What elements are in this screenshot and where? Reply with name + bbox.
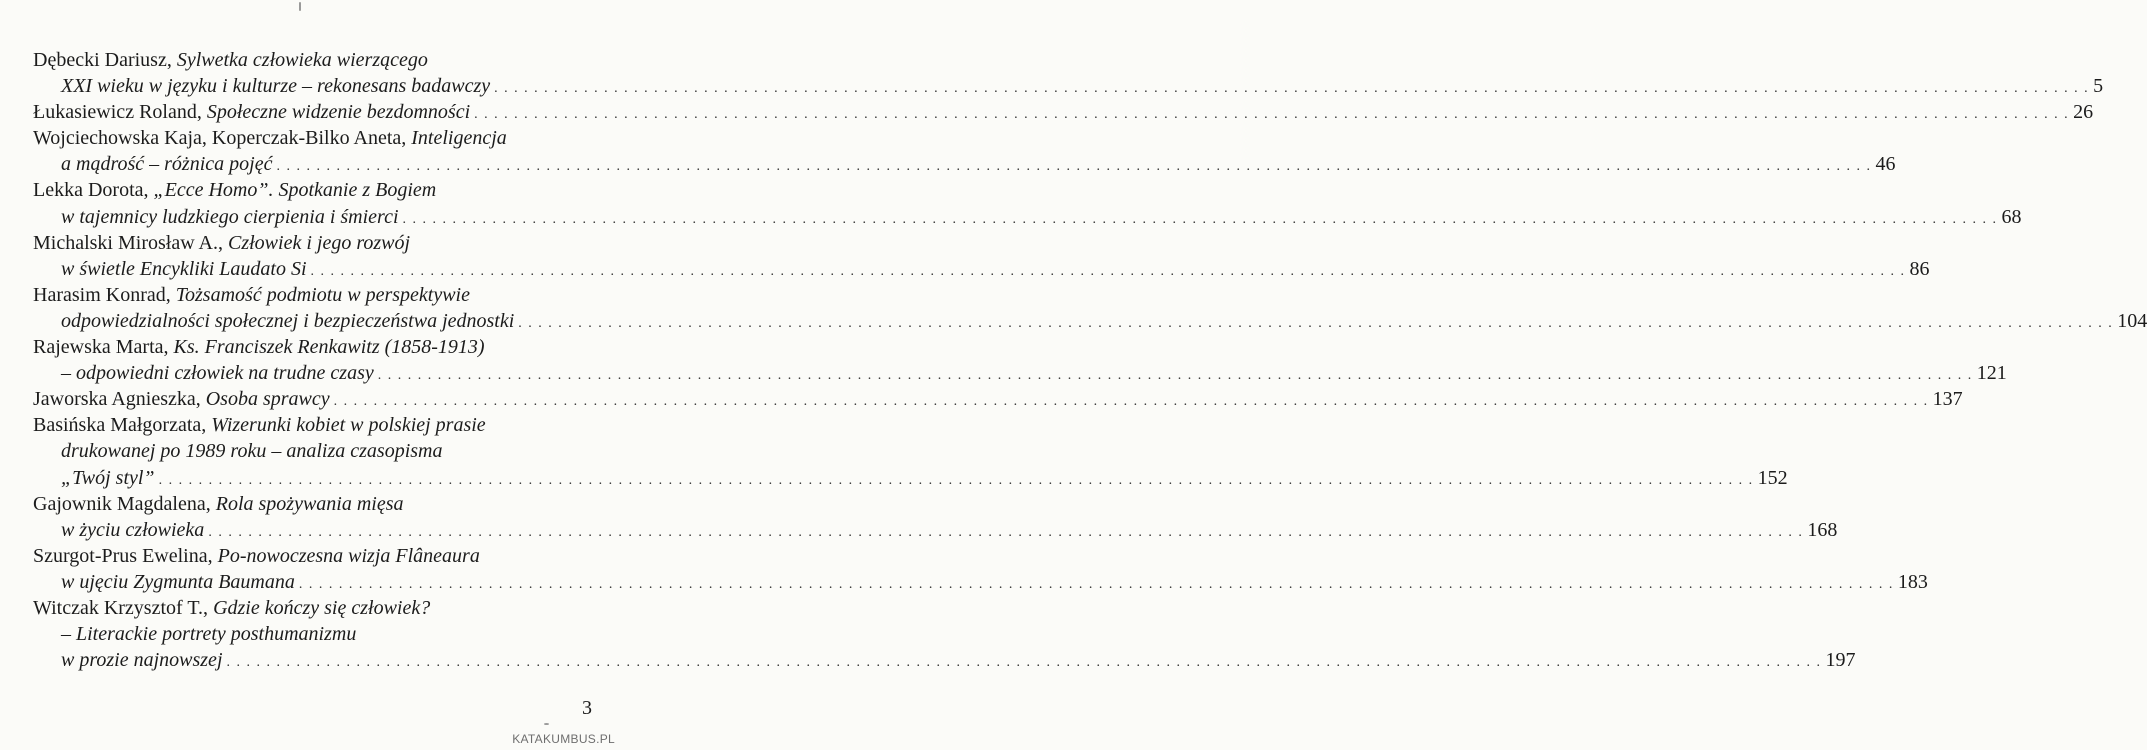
dot-leader: . . . . . . . . . . . . . . . . . . . . . . . . . . . . . . . . . . . . . . . . . . . . . . . . . . . . . . . . . . . . . . . . . . . . . . . . . . . . . . . . . . . . . . . . . . . . . . . . . . . . . . . . . . . . . . . . . . . . . . . . . . . . . . . . . . . . . . . . . . . . . . . . . . . . . . . . . . . . . . . . xyxy=(298,576,1894,592)
toc-title: Człowiek i jego rozwój xyxy=(228,231,411,254)
toc-line xyxy=(33,151,1896,177)
toc-line xyxy=(33,517,1838,543)
watermark: KATAKUMBUS.PL xyxy=(512,732,615,746)
dot-leader: . . . . . . . . . . . . . . . . . . . . . . . . . . . . . . . . . . . . . . . . . . . . . . . . . . . . . . . . . . . . . . . . . . . . . . . . . . . . . . . . . . . . . . . . . . . . . . . . . . . . . . . . . . . . . . . . . . . . . . . . . . . . . . . . . . . . . . . . . . . . . . . . . . . . . . . . . . . . . . . . xyxy=(276,159,1872,175)
toc-line xyxy=(33,491,590,517)
toc-title: Sylwetka człowieka wierzącego xyxy=(176,49,428,71)
toc-line xyxy=(33,621,590,647)
dot-leader: . . . . . . . . . . . . . . . . . . . . . . . . . . . . . . . . . . . . . . . . . . . . . . . . . . . . . . . . . . . . . . . . . . . . . . . . . . . . . . . . . . . . . . . . . . . . . . . . . . . . . . . . . . . . . . . . . . . . . . . . . . . . . . . . . . . . . . . . . . . . . . . . . . . . . . . . . . . . . . . . xyxy=(333,394,1929,410)
toc-line xyxy=(33,569,1928,595)
toc-title: w życiu człowieka xyxy=(61,518,205,541)
toc-line xyxy=(33,334,590,360)
toc-author: Witczak Krzysztof T., xyxy=(33,596,214,619)
toc-title: odpowiedzialności społecznej i bezpieczeństwa jednostki xyxy=(61,309,515,332)
toc-author: Szurgot-Prus Ewelina, xyxy=(33,544,218,567)
toc-title: Ks. Franciszek Renkawitz (1858-1913) xyxy=(173,336,485,359)
toc-line xyxy=(33,99,2094,125)
toc-line xyxy=(33,47,590,73)
toc-line xyxy=(33,256,1930,282)
toc-line xyxy=(33,282,590,308)
toc-line xyxy=(33,177,590,203)
toc-author: Gajownik Magdalena, xyxy=(33,492,216,515)
toc-title: a mądrość – różnica pojęć xyxy=(61,153,273,176)
toc-entry xyxy=(33,334,2007,386)
toc-title: w ujęciu Zygmunta Baumana xyxy=(61,570,295,593)
toc-entry xyxy=(33,543,1928,595)
toc-page-number: 5 xyxy=(2093,75,2104,98)
toc-line xyxy=(33,204,2022,230)
toc-title: Rola spożywania mięsa xyxy=(215,492,404,515)
toc-author: Wojciechowska Kaja, Koperczak-Bilko Aneta, xyxy=(33,127,412,150)
toc-title: w świetle Encykliki Laudato Si xyxy=(61,257,307,280)
dot-leader: . . . . . . . . . . . . . . . . . . . . . . . . . . . . . . . . . . . . . . . . . . . . . . . . . . . . . . . . . . . . . . . . . . . . . . . . . . . . . . . . . . . . . . . . . . . . . . . . . . . . . . . . . . . . . . . . . . . . . . . . . . . . . . . . . . . . . . . . . . . . . . . . . . . . . . . . . . . . . . . . xyxy=(474,107,2070,123)
toc-entry xyxy=(33,177,2022,229)
toc-page-number: 68 xyxy=(2001,205,2022,228)
toc-entry xyxy=(33,282,2147,334)
toc-title: XXI wieku w języku i kulturze – rekonesans badawczy xyxy=(61,75,491,98)
table-of-contents xyxy=(33,47,2147,673)
toc-line xyxy=(33,647,1856,673)
paper-speck xyxy=(544,723,549,725)
toc-line xyxy=(33,595,590,621)
dot-leader: . . . . . . . . . . . . . . . . . . . . . . . . . . . . . . . . . . . . . . . . . . . . . . . . . . . . . . . . . . . . . . . . . . . . . . . . . . . . . . . . . . . . . . . . . . . . . . . . . . . . . . . . . . . . . . . . . . . . . . . . . . . . . . . . . . . . . . . . . . . . . . . . . . . . . . . . . . . . . . . . xyxy=(310,263,1906,279)
toc-line xyxy=(33,465,1788,491)
toc-page-number: 26 xyxy=(2073,101,2094,124)
toc-title: w tajemnicy ludzkiego cierpienia i śmierci xyxy=(61,205,399,228)
toc-line xyxy=(33,360,2007,386)
dot-leader: . . . . . . . . . . . . . . . . . . . . . . . . . . . . . . . . . . . . . . . . . . . . . . . . . . . . . . . . . . . . . . . . . . . . . . . . . . . . . . . . . . . . . . . . . . . . . . . . . . . . . . . . . . . . . . . . . . . . . . . . . . . . . . . . . . . . . . . . . . . . . . . . . . . . . . . . . . . . . . . . xyxy=(226,655,1822,671)
toc-title: – odpowiedni człowiek na trudne czasy xyxy=(61,362,374,385)
toc-line xyxy=(33,308,2147,334)
dot-leader: . . . . . . . . . . . . . . . . . . . . . . . . . . . . . . . . . . . . . . . . . . . . . . . . . . . . . . . . . . . . . . . . . . . . . . . . . . . . . . . . . . . . . . . . . . . . . . . . . . . . . . . . . . . . . . . . . . . . . . . . . . . . . . . . . . . . . . . . . . . . . . . . . . . . . . . . . . . . . . . . xyxy=(494,81,2090,97)
toc-author: Rajewska Marta, xyxy=(33,336,174,359)
toc-page-number: 104 xyxy=(2117,309,2147,332)
toc-title: Inteligencja xyxy=(411,127,507,150)
dot-leader: . . . . . . . . . . . . . . . . . . . . . . . . . . . . . . . . . . . . . . . . . . . . . . . . . . . . . . . . . . . . . . . . . . . . . . . . . . . . . . . . . . . . . . . . . . . . . . . . . . . . . . . . . . . . . . . . . . . . . . . . . . . . . . . . . . . . . . . . . . . . . . . . . . . . . . . . . . . . . . . . xyxy=(402,211,1998,227)
dot-leader: . . . . . . . . . . . . . . . . . . . . . . . . . . . . . . . . . . . . . . . . . . . . . . . . . . . . . . . . . . . . . . . . . . . . . . . . . . . . . . . . . . . . . . . . . . . . . . . . . . . . . . . . . . . . . . . . . . . . . . . . . . . . . . . . . . . . . . . . . . . . . . . . . . . . . . . . . . . . . . . . xyxy=(158,472,1754,488)
page-number: 3 xyxy=(582,697,592,719)
dot-leader: . . . . . . . . . . . . . . . . . . . . . . . . . . . . . . . . . . . . . . . . . . . . . . . . . . . . . . . . . . . . . . . . . . . . . . . . . . . . . . . . . . . . . . . . . . . . . . . . . . . . . . . . . . . . . . . . . . . . . . . . . . . . . . . . . . . . . . . . . . . . . . . . . . . . . . . . . . . . . . . . xyxy=(208,524,1804,540)
toc-page-number: 183 xyxy=(1897,570,1928,593)
toc-line xyxy=(33,386,1963,412)
toc-page-number: 152 xyxy=(1757,466,1788,489)
toc-entry xyxy=(33,412,1788,490)
toc-title: „Twój styl” xyxy=(61,466,155,489)
toc-title: Gdzie kończy się człowiek? xyxy=(213,596,431,619)
toc-line xyxy=(33,125,590,151)
toc-title: Tożsamość podmiotu w perspektywie xyxy=(175,283,470,306)
toc-page-number: 137 xyxy=(1932,388,1963,411)
toc-title: Osoba sprawcy xyxy=(205,388,330,411)
toc-line xyxy=(33,230,590,256)
toc-line xyxy=(33,438,590,464)
toc-entry xyxy=(33,491,1838,543)
toc-page-number: 168 xyxy=(1807,518,1838,541)
toc-page-number: 197 xyxy=(1825,649,1856,672)
toc-entry xyxy=(33,47,2104,99)
toc-entry xyxy=(33,99,2094,125)
paper-speck xyxy=(299,2,301,11)
toc-title: Wizerunki kobiet w polskiej prasie xyxy=(211,414,486,437)
toc-entry xyxy=(33,125,1896,177)
toc-title: drukowanej po 1989 roku – analiza czasopisma xyxy=(61,440,443,463)
toc-author: Łukasiewicz Roland, xyxy=(33,101,207,124)
toc-title: – Literackie portrety posthumanizmu xyxy=(61,623,357,646)
toc-line xyxy=(33,73,2104,99)
toc-author: Dębecki Dariusz, xyxy=(33,49,177,71)
toc-line xyxy=(33,543,590,569)
dot-leader: . . . . . . . . . . . . . . . . . . . . . . . . . . . . . . . . . . . . . . . . . . . . . . . . . . . . . . . . . . . . . . . . . . . . . . . . . . . . . . . . . . . . . . . . . . . . . . . . . . . . . . . . . . . . . . . . . . . . . . . . . . . . . . . . . . . . . . . . . . . . . . . . . . . . . . . . . . . . . . . . xyxy=(377,368,1973,384)
toc-entry xyxy=(33,595,1856,673)
toc-author: Harasim Konrad, xyxy=(33,283,176,306)
toc-title: w prozie najnowszej xyxy=(61,649,223,672)
toc-author: Michalski Mirosław A., xyxy=(33,231,228,254)
toc-entry xyxy=(33,230,1930,282)
toc-entry xyxy=(33,386,1963,412)
toc-page-number: 121 xyxy=(1976,362,2007,385)
toc-title: „Ecce Homo”. Spotkanie z Bogiem xyxy=(153,179,437,202)
toc-author: Jaworska Agnieszka, xyxy=(33,388,206,411)
toc-page-number: 46 xyxy=(1875,153,1896,176)
toc-author: Lekka Dorota, xyxy=(33,179,154,202)
toc-title: Po-nowoczesna wizja Flâneaura xyxy=(217,544,480,567)
toc-author: Basińska Małgorzata, xyxy=(33,414,212,437)
toc-line xyxy=(33,412,590,438)
toc-title: Społeczne widzenie bezdomności xyxy=(206,101,471,124)
toc-page-number: 86 xyxy=(1909,257,1930,280)
dot-leader: . . . . . . . . . . . . . . . . . . . . . . . . . . . . . . . . . . . . . . . . . . . . . . . . . . . . . . . . . . . . . . . . . . . . . . . . . . . . . . . . . . . . . . . . . . . . . . . . . . . . . . . . . . . . . . . . . . . . . . . . . . . . . . . . . . . . . . . . . . . . . . . . . . . . . . . . . . . . . . . . xyxy=(518,315,2114,331)
